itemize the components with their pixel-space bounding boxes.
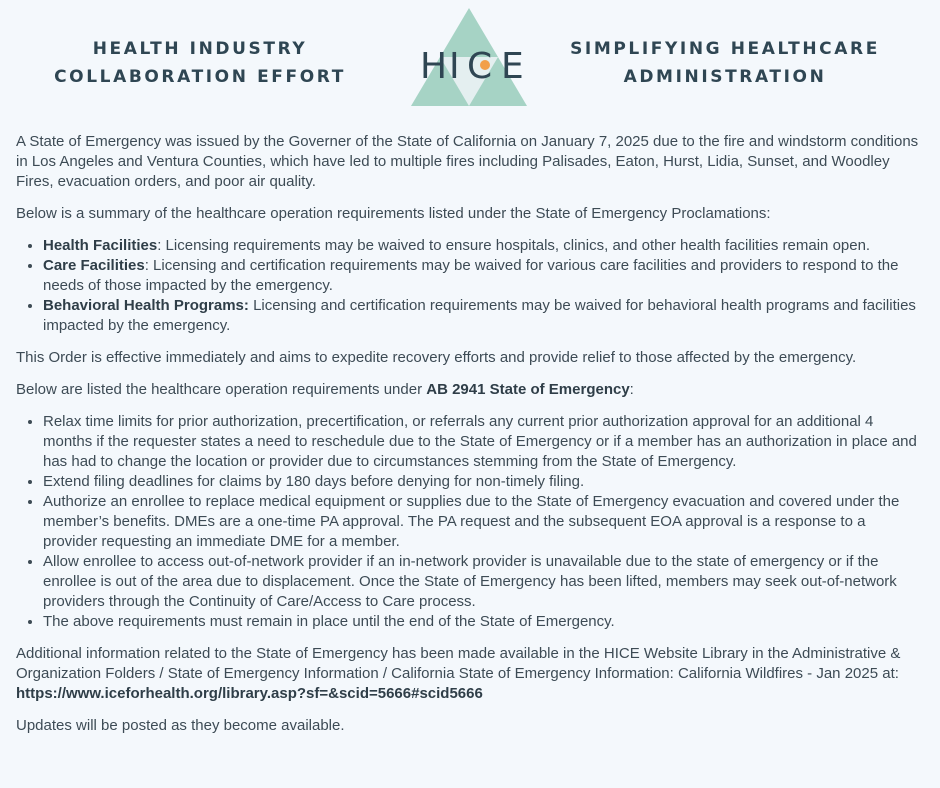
additional-info-text: Additional information related to the State of Emergency has been made available in the HICE Website Library in the Administrative & Organization Folders / State of Emergency Information / California State of Emergency Information: California Wildfires - Jan 2025 at:: [16, 645, 901, 682]
list-item: [43, 256, 920, 296]
ab-intro-suffix: :: [629, 381, 634, 398]
organization-name-line1: HEALTH INDUSTRY: [92, 39, 308, 59]
list-item: • Allow enrollee to access out-of-network provider if an in-network provider is unavailable due to the state of emergency or if the enrollee is out of the area due to displacement. Once the State of Emergency has been lifted, members may seek out-of-network providers through the Continuity of Care/Access to Care process.: [43, 552, 920, 612]
tagline: [545, 35, 905, 91]
intro-paragraph: A State of Emergency was issued by the Governer of the State of California on January 7, 2025 due to the fire and windstorm conditions in Los Angeles and Ventura Counties, which have led to multiple fires including Palisades, Eaton, Hurst, Lidia, Sunset, and Woodley Fires, evacuation orders, and poor air quality.: [16, 133, 919, 190]
tagline-line2: ADMINISTRATION: [623, 67, 827, 87]
list-item: • Relax time limits for prior authorization, precertification, or referrals any current prior authorization approval for an additional 4 months if the requester states a need to reschedule due to the State of Emergency or if a member has an authorization in place and has had to change the location or provider due to circumstances stemming from the State of Emergency.: [43, 412, 920, 472]
order-effective-paragraph: This Order is effective immediately and aims to expedite recovery efforts and provide relief to those affected by the emergency.: [16, 349, 857, 366]
ab-requirements-list: [16, 412, 920, 632]
announcement-body: [16, 132, 920, 748]
list-item: • The above requirements must remain in place until the end of the State of Emergency.: [43, 612, 920, 632]
list-item: • Extend filing deadlines for claims by 180 days before denying for non-timely filing.: [43, 472, 920, 492]
ab-intro-prefix: Below are listed the healthcare operation requirements under: [16, 381, 427, 398]
header: [0, 0, 940, 120]
list-item-text: Licensing and certification requirements may be waived for behavioral health programs and facilities impacted by the emergency.: [43, 297, 916, 334]
proclamation-list: [16, 236, 920, 336]
list-item-term: Health Facilities: [43, 237, 158, 254]
ab-intro-paragraph: [16, 380, 920, 400]
library-link[interactable]: https://www.iceforhealth.org/library.asp?sf=&scid=5666#scid5666: [16, 685, 483, 702]
additional-info-paragraph: [16, 644, 920, 704]
organization-name-line2: COLLABORATION EFFORT: [54, 67, 346, 87]
tagline-line1: SIMPLIFYING HEALTHCARE: [570, 39, 880, 59]
list-item: • Authorize an enrollee to replace medical equipment or supplies due to the State of Emergency evacuation and covered under the member’s benefits. DMEs are a one-time PA approval. The PA request and the subsequent EOA approval is a response to a provider requesting an immediate DME for a member.: [43, 492, 920, 552]
ab-intro-bold: AB 2941 State of Emergency: [426, 381, 630, 398]
updates-paragraph: Updates will be posted as they become available.: [16, 717, 345, 734]
list-item: [43, 296, 920, 336]
list-item-text: : Licensing requirements may be waived to ensure hospitals, clinics, and other health facilities remain open.: [157, 237, 871, 254]
organization-name: [30, 35, 370, 91]
logo-letter-e: E: [501, 46, 524, 87]
hice-logo: [405, 6, 533, 108]
logo-letter-i: I: [449, 46, 460, 87]
list-item: [43, 236, 920, 256]
list-item-term: Behavioral Health Programs:: [43, 297, 249, 314]
summary-intro: Below is a summary of the healthcare operation requirements listed under the State of Emergency Proclamations:: [16, 205, 771, 222]
list-item-term: Care Facilities: [43, 257, 145, 274]
logo-letter-c: C: [467, 46, 493, 87]
list-item-text: : Licensing and certification requirements may be waived for various care facilities and providers to respond to the needs of those impacted by the emergency.: [43, 257, 899, 294]
logo-letter-h: H: [420, 46, 448, 87]
